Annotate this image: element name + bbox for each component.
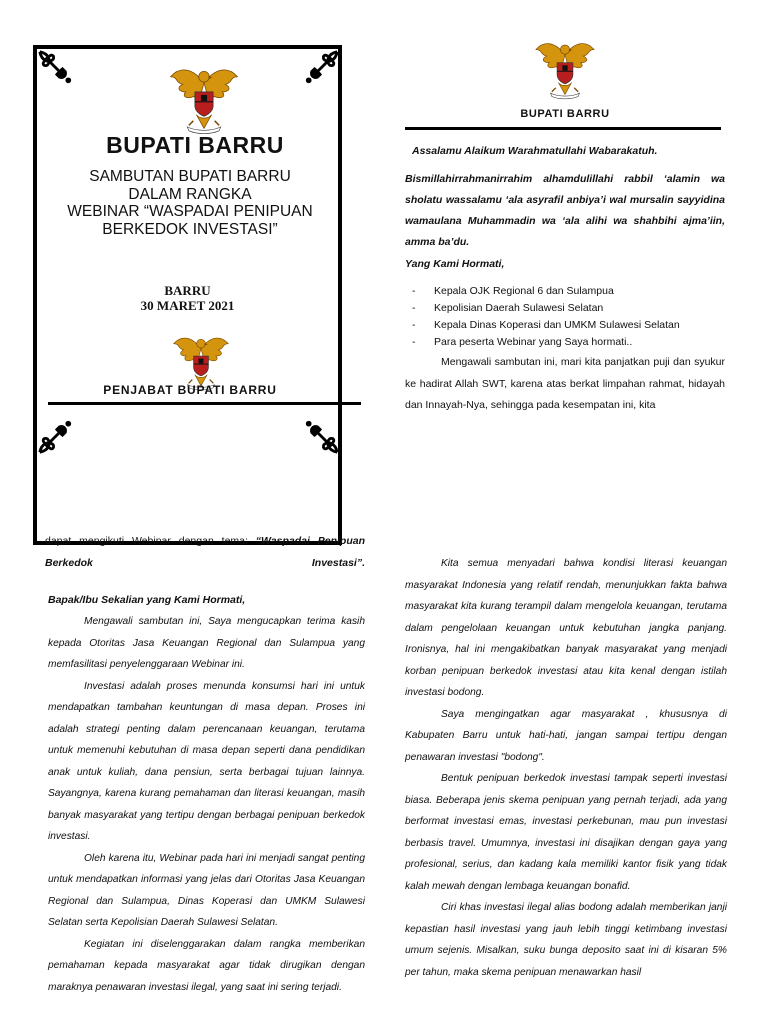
- fleur-ornament-icon: [303, 418, 341, 456]
- body-paragraph: Ciri khas investasi ilegal alias bodong adalah memberikan janji kepastian hasil investasi yang jauh lebih tinggi ketimbang investasi umum sejenis. Misalkan, suku bunga deposito saat ini di kisaran 5% per tahun, maka skema penipuan menawarkan hasil: [405, 902, 727, 978]
- continuation-paragraph: [45, 531, 365, 574]
- continuation-text: dapat mengikuti Webinar dengan tema:: [45, 535, 248, 547]
- opening-prayer: Bismillahirrahmanirrahim alhamdulillahi rabbil ‘alamin wa sholatu wassalamu ‘ala asyrafil anbiya’i wal mursalin sayyidina wamaulana Muhammadin wa ‘ala alihi wa shahbihi ajma’iin, amma ba’du.: [405, 173, 725, 248]
- cover-title: BUPATI BARRU: [106, 132, 284, 158]
- body-paragraph: Oleh karena itu, Webinar pada hari ini menjadi sangat penting untuk mendapatkan informasi yang jelas dari Otoritas Jasa Keuangan Regional dan Sulampua, Dinas Koperasi dan UMKM Sulawesi Selatan serta Kepolisian Daerah Sulawesi Selatan.: [48, 852, 365, 928]
- cover-subtitle-line: SAMBUTAN BUPATI BARRU: [89, 168, 291, 185]
- body-paragraph: Kita semua menyadari bahwa kondisi literasi keuangan masyarakat Indonesia yang relatif rendah, menunjukkan fakta bahwa masyarakat kita kurang terampil dalam mengelola keuangan, terutama dalam pengelolaan keuangan untuk kebutuhan jangka panjang. Ironisnya, hal ini mengakibatkan banyak masyarakat yang menjadi korban penipuan berkedok investasi atau kita kenal dengan istilah investasi bodong.: [405, 558, 727, 698]
- fleur-ornament-icon: [36, 418, 74, 456]
- left-body: [48, 611, 365, 998]
- intro-paragraph: Mengawali sambutan ini, mari kita panjatkan puji dan syukur ke hadirat Allah SWT, karena atas berkat limpahan rahmat, hidayah dan Innayah-Nya, sehingga pada kesempatan ini, kita: [405, 356, 725, 411]
- fleur-ornament-icon: [303, 48, 341, 86]
- fleur-ornament-icon: [36, 48, 74, 86]
- cover-place: BARRU: [164, 283, 211, 298]
- cover-subtitle-line: WEBINAR “WASPADAI PENIPUAN: [67, 203, 313, 220]
- cover-divider: [48, 402, 361, 405]
- list-item: - Kepolisian Daerah Sulawesi Selatan: [412, 302, 604, 314]
- cover-subtitle: [55, 168, 325, 238]
- body-paragraph: Bentuk penipuan berkedok investasi tampak seperti investasi biasa. Beberapa jenis skema penipuan yang pernah terjadi, ada yang berformat investasi emas, investasi perkebunan, mau pun investasi berbasis travel. Umumnya, investasi ini disajikan dengan gaya yang profesional, serius, dan kadang kala memiliki kantor fisik yang tidak kalah mewah dengan lembaga keuangan bonafid.: [405, 773, 727, 892]
- list-item: - Kepala Dinas Koperasi dan UMKM Sulawesi Selatan: [412, 319, 680, 331]
- body-paragraph: Mengawali sambutan ini, Saya mengucapkan terima kasih kepada Otoritas Jasa Keuangan Regional dan Sulampua yang memfasilitasi penyelenggaraan Webinar ini.: [48, 616, 365, 670]
- cover-date: 30 MARET 2021: [140, 298, 235, 313]
- list-item: - Kepala OJK Regional 6 dan Sulampua: [412, 285, 614, 297]
- garuda-emblem-icon: [532, 33, 598, 103]
- list-item: - Para peserta Webinar yang Saya hormati..: [412, 336, 633, 348]
- body-paragraph: Investasi adalah proses menunda konsumsi hari ini untuk mendapatkan tambahan keuntungan di masa depan. Proses ini adalah strategi penting dalam perencanaan keuangan, terutama untuk memenuhi kebutuhan di masa depan seperti dana pendidikan anak untuk kuliah, dana pensiun, serta berbagai tujuan lainnya. Sayangnya, karena kurang pemahaman dan literasi keuangan, masih banyak masyarakat yang tertipu dengan berbagai penipuan berkedok investasi.: [48, 680, 365, 842]
- cover-subtitle-line: DALAM RANGKA: [128, 185, 252, 203]
- greeting: Assalamu Alaikum Warahmatullahi Wabarakatuh.: [412, 145, 658, 157]
- garuda-emblem-icon: [166, 60, 242, 136]
- body-paragraph: Kegiatan ini diselenggarakan dalam rangka memberikan pemahaman kepada masyarakat agar tidak dirugikan dengan maraknya penawaran investasi ilegal, yang saat ini sering terjadi.: [48, 938, 365, 993]
- address-line: Bapak/Ibu Sekalian yang Kami Hormati,: [48, 594, 246, 606]
- honored-list: [412, 283, 732, 351]
- webinar-theme: “Waspadai Penipuan Berkedok Investasi”.: [45, 535, 365, 569]
- right-body: [405, 553, 727, 983]
- body-paragraph: Saya mengingatkan agar masyarakat , khususnya di Kabupaten Barru untuk hati-hati, jangan sampai tertipu dengan penawaran investasi "bodong".: [405, 708, 727, 763]
- cover-place-date: [100, 283, 275, 313]
- header-title: BUPATI BARRU: [520, 108, 610, 120]
- cover-signatory: PENJABAT BUPATI BARRU: [103, 383, 277, 397]
- header-divider: [405, 127, 721, 130]
- honored-label: Yang Kami Hormati,: [405, 258, 505, 270]
- cover-subtitle-line: BERKEDOK INVESTASI”: [102, 220, 278, 238]
